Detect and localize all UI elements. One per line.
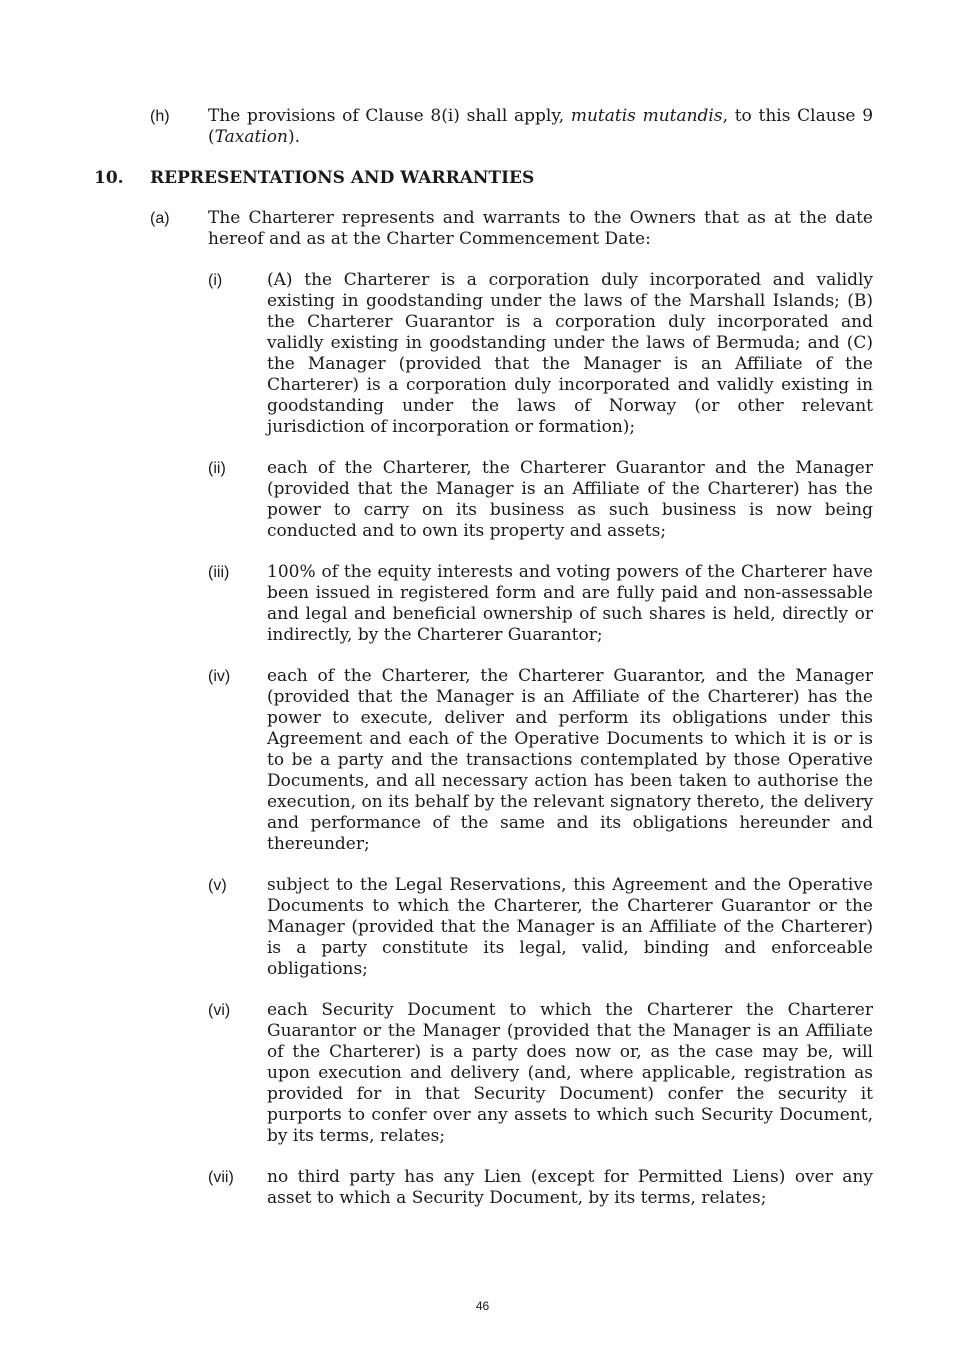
item-number: (iv) [208, 668, 231, 685]
item-number: (vii) [208, 1169, 234, 1186]
item-number: (v) [208, 877, 227, 894]
item-text: each of the Charterer, the Charterer Guarantor and the Manager (provided that the Manager is an Affiliate of the Charterer) has the power to carry on its business as such business is now being conducted and to own its property and assets; [267, 458, 873, 541]
para-a-text: The Charterer represents and warrants to the Owners that as at the date hereof and as at the Charter Commencement Date: [208, 208, 873, 249]
section-title: REPRESENTATIONS AND WARRANTIES [150, 168, 535, 188]
item-number: (ii) [208, 460, 226, 477]
clause-h-text: The provisions of Clause 8(i) shall apply, mutatis mutandis, to this Clause 9 (Taxation). [208, 106, 874, 147]
item-text: no third party has any Lien (except for Permitted Liens) over any asset to which a Security Document, by its terms, relates; [267, 1167, 873, 1208]
para-a-label: (a) [150, 210, 170, 227]
section-number: 10. [94, 168, 124, 188]
item-text: subject to the Legal Reservations, this Agreement and the Operative Documents to which the Charterer, the Charterer Guarantor or the Manager (provided that the Manager is an Affiliate of the Charterer) is a party constitute its legal, valid, binding and enforceable obligations; [267, 875, 873, 979]
item-number: (iii) [208, 564, 230, 581]
item-text: (A) the Charterer is a corporation duly incorporated and validly existing in goodstanding under the laws of the Marshall Islands; (B) the Charterer Guarantor is a corporation duly incorporated and validly existing in goodstanding under the laws of Bermuda; and (C) the Manager (provided that the Manager is an Affiliate of the Charterer) is a corporation duly incorporated and validly existing in goodstanding under the laws of Norway (or other relevant jurisdiction of incorporation or formation); [267, 270, 873, 437]
item-text: each of the Charterer, the Charterer Guarantor, and the Manager (provided that the Manager is an Affiliate of the Charterer) has the power to execute, deliver and perform its obligations under this Agreement and each of the Operative Documents to which it is or is to be a party and the transactions contemplated by those Operative Documents, and all necessary action has been taken to authorise the execution, on its behalf by the relevant signatory thereto, the delivery and performance of the same and its obligations hereunder and thereunder; [267, 666, 873, 854]
item-text: each Security Document to which the Charterer the Charterer Guarantor or the Manager (provided that the Manager is an Affiliate of the Charterer) is a party does now or, as the case may be, will upon execution and delivery (and, where applicable, registration as provided for in that Security Document) confer the security it purports to confer over any assets to which such Security Document, by its terms, relates; [267, 1000, 873, 1146]
clause-h-label: (h) [150, 108, 170, 125]
item-text: 100% of the equity interests and voting powers of the Charterer have been issued in registered form and are fully paid and non-assessable and legal and beneficial ownership of such shares is held, directly or indirectly, by the Charterer Guarantor; [267, 562, 873, 645]
item-number: (vi) [208, 1002, 231, 1019]
page-number: 46 [475, 1299, 490, 1313]
item-number: (i) [208, 272, 223, 289]
